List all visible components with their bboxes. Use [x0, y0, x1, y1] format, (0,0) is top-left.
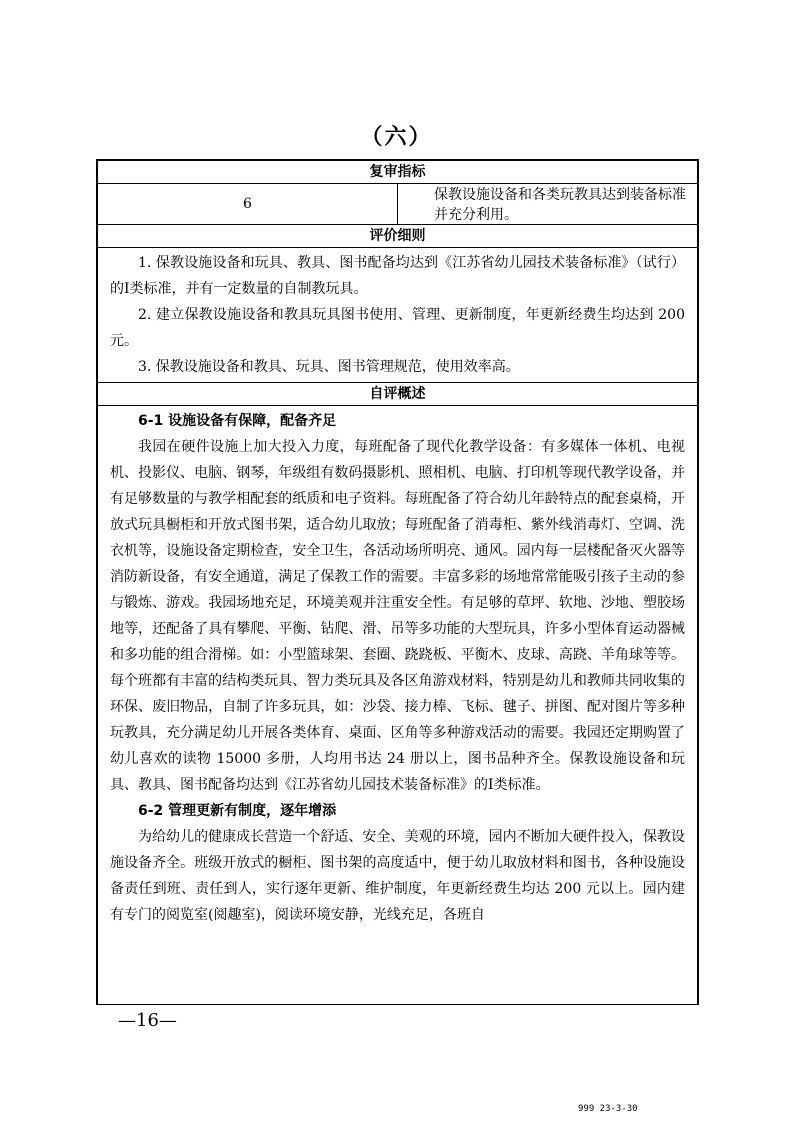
- self-evaluation-body: [97, 406, 698, 1005]
- section-2-title: 6-2 管理更新有制度，逐年增添: [138, 803, 337, 819]
- evaluation-details: [97, 248, 698, 383]
- review-indicator-header: 复审指标: [97, 160, 698, 184]
- indicator-text: 保教设施设备和各类玩教具达到装备标准并充分利用。: [398, 184, 699, 225]
- page-number: —16—: [118, 1010, 177, 1031]
- detail-item-1: 1. 保教设施设备和玩具、教具、图书配备均达到《江苏省幼儿园技术装备标准》（试行）的Ⅰ类标准，并有一定数量的自制教玩具。: [110, 255, 685, 297]
- footer-stamp: 999 23-3-30: [578, 1104, 638, 1114]
- section-2-text: 为给幼儿的健康成长营造一个舒适、安全、美观的环境，园内不断加大硬件投入，保教设施设备齐全。班级开放式的橱柜、图书架的高度适中，便于幼儿取放材料和图书，各种设施设备责任到班、责任到人，实行逐年更新、维护制度，年更新经费生均达 200 元以上。园内建有专门的阅览室(阅趣室)，阅读环境安静，光线充足，各班自: [110, 829, 685, 923]
- indicator-number: 6: [97, 184, 398, 225]
- section-1-text: 我园在硬件设施上加大投入力度，每班配备了现代化教学设备：有多媒体一体机、电视机、投影仪、电脑、钢琴，年级组有数码摄影机、照相机、电脑、打印机等现代教学设备，并有足够数量的与教学相配套的纸质和电子资料。每班配备了符合幼儿年龄特点的配套桌椅，开放式玩具橱柜和开放式图书架，适合幼儿取放；每班配备了消毒柜、紫外线消毒灯、空调、洗衣机等，设施设备定期检查，安全卫生，各活动场所明亮、通风。园内每一层楼配备灭火器等消防新设备，有安全通道，满足了保教工作的需要。丰富多彩的场地常常能吸引孩子主动的参与锻炼、游戏。我园场地充足，环境美观并注重安全性。有足够的草坪、软地、沙地、塑胶场地等，还配备了具有攀爬、平衡、钻爬、滑、吊等多功能的大型玩具，许多小型体育运动器械和多功能的组合滑梯。如：小型篮球架、套圈、跷跷板、平衡木、皮球、高跷、羊角球等等。每个班都有丰富的结构类玩具、智力类玩具及各区角游戏材料，特别是幼儿和教师共同收集的环保、废旧物品，自制了许多玩具，如：沙袋、接力棒、飞标、毽子、拼图、配对图片等多种玩教具，充分满足幼儿开展各类体育、桌面、区角等多种游戏活动的需要。我园还定期购置了幼儿喜欢的读物 15000 多册，人均用书达 24 册以上，图书品种齐全。保教设施设备和玩具、教具、图书配备均达到《江苏省幼儿园技术装备标准》的Ⅰ类标准。: [110, 439, 685, 793]
- detail-item-3: 3. 保教设施设备和教具、玩具、图书管理规范，使用效率高。: [138, 359, 520, 375]
- evaluation-details-header: 评价细则: [97, 225, 698, 248]
- detail-item-2: 2. 建立保教设施设备和教具玩具图书使用、管理、更新制度，年更新经费生均达到 200 元。: [110, 307, 685, 349]
- evaluation-table: [96, 159, 699, 1005]
- document-title: （六）: [360, 124, 433, 150]
- self-evaluation-header: 自评概述: [97, 383, 698, 406]
- section-1-title: 6-1 设施设备有保障，配备齐足: [138, 413, 337, 429]
